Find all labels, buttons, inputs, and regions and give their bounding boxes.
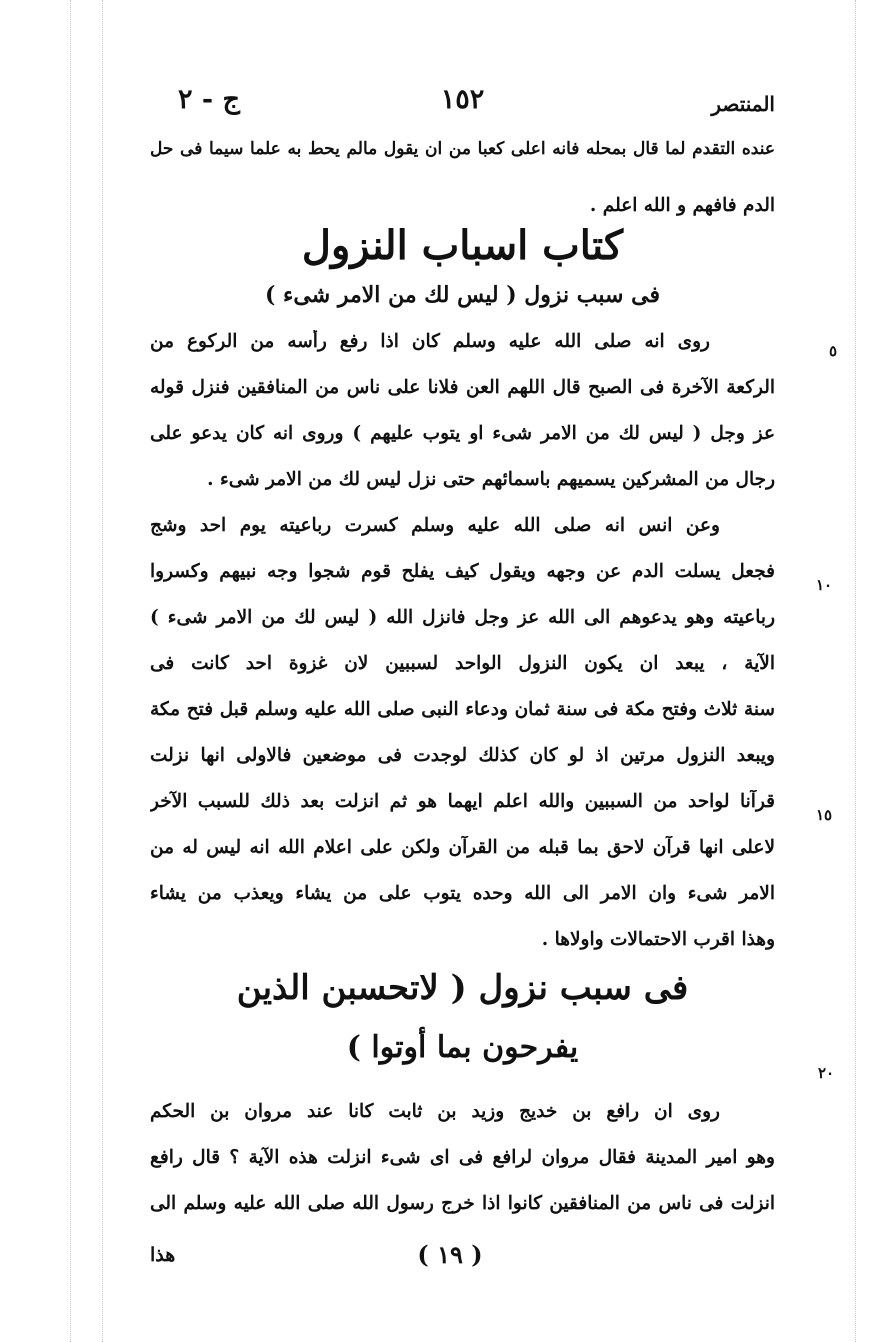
running-header <box>150 84 775 124</box>
text-line: ويبعد النزول مرتين اذ لو كان كذلك لوجدت فى موضعين فالاولى انها نزلت <box>150 745 775 766</box>
text-line: لاعلى انها قرآن لاحق بما قبله من القرآن ولكن على اعلام الله انه ليس له من <box>150 837 775 858</box>
text-line: روى ان رافع بن خديج وزيد بن ثابت كانا عند مروان بن الحكم <box>150 1101 720 1122</box>
scan-guide <box>855 0 856 1342</box>
page-number: ١٥٢ <box>440 84 485 115</box>
text-line: الآية ، يبعد ان يكون النزول الواحد لسببين لان غزوة احد كانت فى <box>150 653 775 674</box>
line-number: ٢٠ <box>818 1064 835 1082</box>
text-line: قرآنا لواحد من السببين والله اعلم ايهما هو ثم انزلت بعد ذلك للسبب الآخر <box>150 791 775 812</box>
catchword: هذا <box>150 1244 176 1266</box>
scan-guide <box>102 0 103 1342</box>
text-line: سنة ثلاث وفتح مكة فى سنة ثمان ودعاء النبى صلى الله عليه وسلم قبل فتح مكة <box>150 699 775 720</box>
text-line: الدم فافهم و الله اعلم . <box>589 195 775 216</box>
section-heading: فى سبب نزول ( ليس لك من الامر شىء ) <box>264 282 660 308</box>
text-line: رجال من المشركين يسميهم باسمائهم حتى نزل ليس لك من الامر شىء . <box>207 469 775 490</box>
line-number: ١٥ <box>816 806 833 824</box>
book-heading: كتاب اسباب النزول <box>301 222 624 269</box>
text-line: الامر شىء وان الامر الى الله وحده يتوب على من يشاء ويعذب من يشاء <box>150 883 775 904</box>
section-heading: فى سبب نزول ( لاتحسبن الذين <box>236 968 689 1008</box>
book-title: المنتصر <box>711 92 775 116</box>
part-number: ج - ٢ <box>178 84 240 115</box>
scan-guide <box>70 0 71 1342</box>
line-number: ٥ <box>829 342 838 360</box>
line-number: ١٠ <box>816 576 833 594</box>
text-line: روى انه صلى الله عليه وسلم كان اذا رفع رأسه من الركوع من <box>150 331 710 352</box>
text-line: فجعل يسلت الدم عن وجهه ويقول كيف يفلح قوم شجوا وجه نبيهم وكسروا <box>150 561 775 582</box>
text-line: رباعيته وهو يدعوهم الى الله عز وجل فانزل الله ( ليس لك من الامر شىء ) <box>150 607 775 628</box>
section-heading-continued: يفرحون بما أوتوا ) <box>346 1030 579 1065</box>
text-line: وهذا اقرب الاحتمالات واولاها . <box>541 929 775 950</box>
text-line: وهو امير المدينة فقال مروان لرافع فى اى شىء انزلت هذه الآية ؟ قال رافع <box>150 1147 775 1168</box>
text-line: الركعة الآخرة فى الصبح قال اللهم العن فلانا على ناس من المنافقين فنزل قوله <box>150 377 775 398</box>
folio-mark: ( ١٩ ) <box>417 1240 483 1269</box>
text-line: وعن انس انه صلى الله عليه وسلم كسرت رباعيته يوم احد وشج <box>150 515 720 536</box>
text-line: عنده التقدم لما قال بمحله فانه اعلى كعبا من ان يقول مالم يحط به علما سيما فى حل <box>150 139 775 159</box>
text-line: عز وجل ( ليس لك من الامر شىء او يتوب عليهم ) وروى انه كان يدعو على <box>150 423 775 444</box>
text-line: انزلت فى ناس من المنافقين كانوا اذا خرج رسول الله صلى الله عليه وسلم الى <box>150 1193 775 1214</box>
